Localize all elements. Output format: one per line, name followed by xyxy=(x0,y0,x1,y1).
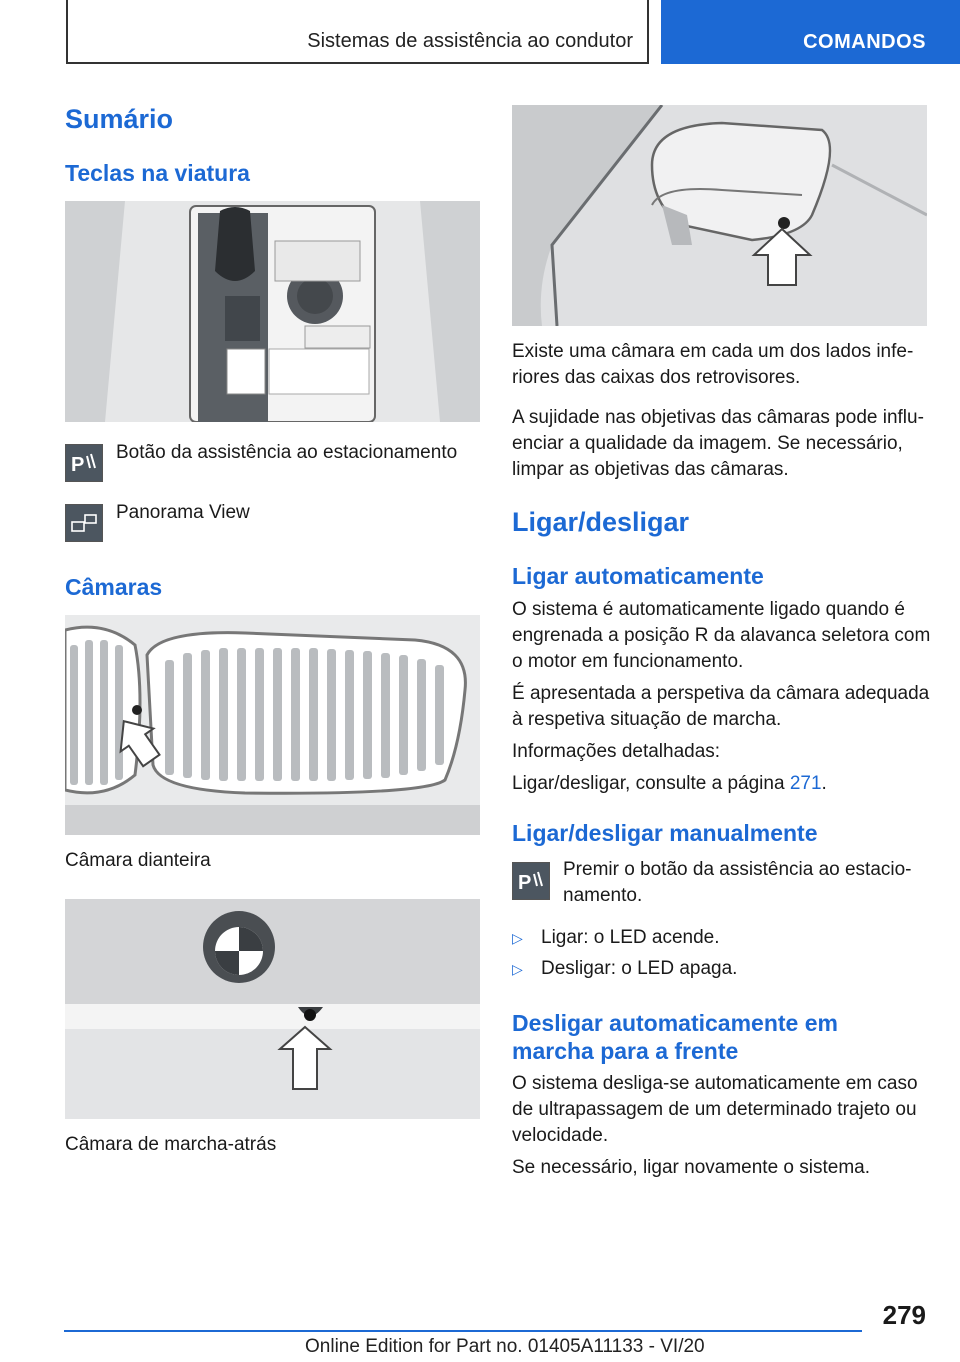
header-section-title: Sistemas de assistência ao condutor xyxy=(307,30,633,52)
forward-text-line-2: de ultrapassagem de um determinado trajeto ou xyxy=(512,1099,917,1120)
bullet-text: Ligar: o LED acende. xyxy=(541,927,720,948)
section-title-switch: Ligar/desligar xyxy=(512,507,690,537)
dirt-text-line-2: enciar a qualidade da imagem. Se necessário, xyxy=(512,433,903,454)
subtitle-manual: Ligar/desligar manualmente xyxy=(512,820,818,846)
side-mirror-camera-image xyxy=(512,105,927,326)
svg-text:P: P xyxy=(71,454,85,476)
header-chapter-title: COMANDOS xyxy=(803,31,926,53)
subtitle-cameras: Câmaras xyxy=(65,574,163,600)
perspective-text-line-1: É apresentada a perspetiva da câmara adequada xyxy=(512,683,930,704)
auto-text-line-1: O sistema é automaticamente ligado quando é xyxy=(512,599,905,620)
dirt-text-line-3: limpar as objetivas das câmaras. xyxy=(512,459,789,480)
dirt-text-line-1: A sujidade nas objetivas das câmaras pode influ- xyxy=(512,407,924,428)
header-section-tab xyxy=(66,0,649,64)
caption-rear-camera: Câmara de marcha-atrás xyxy=(65,1134,277,1155)
manual-text-line-1: Premir o botão da assistência ao estacio- xyxy=(563,859,912,880)
auto-text-line-2: engrenada a posição R da alavanca seletora com xyxy=(512,625,931,646)
mirror-text-line-2: riores das caixas dos retrovisores. xyxy=(512,367,801,388)
icon-label-panorama-view: Panorama View xyxy=(116,502,250,523)
front-camera-image xyxy=(65,615,480,835)
reference-prefix: Ligar/desligar, consulte a página xyxy=(512,773,790,794)
page-title: Sumário xyxy=(65,104,174,134)
perspective-text-line-2: à respetiva situação de marcha. xyxy=(512,709,782,730)
bullet-triangle-icon: ▷ xyxy=(512,961,523,977)
reference-suffix: . xyxy=(821,773,827,794)
bullet-triangle-icon: ▷ xyxy=(512,930,523,946)
forward-text-line-3: velocidade. xyxy=(512,1125,609,1146)
manual-text-line-2: namento. xyxy=(563,885,643,906)
bullet-text: Desligar: o LED apaga. xyxy=(541,958,738,979)
rear-camera-image xyxy=(65,899,480,1119)
svg-text:P: P xyxy=(518,872,532,894)
center-console-image xyxy=(65,201,480,422)
subtitle-keys: Teclas na viatura xyxy=(65,160,250,186)
list-item xyxy=(512,927,892,953)
details-label: Informações detalhadas: xyxy=(512,741,721,762)
panorama-view-icon xyxy=(65,504,103,542)
forward-text-restart: Se necessário, ligar novamente o sistema. xyxy=(512,1157,871,1178)
list-item xyxy=(512,958,892,984)
footer-divider xyxy=(64,1330,862,1332)
page-link[interactable]: 271 xyxy=(789,773,822,794)
mirror-text-line-1: Existe uma câmara em cada um dos lados infe- xyxy=(512,341,914,362)
parking-assist-icon xyxy=(512,862,550,900)
subtitle-forward-line-1: Desligar automaticamente em xyxy=(512,1010,838,1036)
page-number: 279 xyxy=(882,1300,926,1330)
parking-assist-icon xyxy=(65,444,103,482)
header-chapter-tab xyxy=(661,0,960,64)
reference-text xyxy=(512,771,827,797)
edition-text: Online Edition for Part no. 01405A11133 - VI/20 xyxy=(305,1336,705,1357)
subtitle-auto-on: Ligar automaticamente xyxy=(512,563,764,589)
forward-text-line-1: O sistema desliga-se automaticamente em caso xyxy=(512,1073,918,1094)
subtitle-forward-line-2: marcha para a frente xyxy=(512,1038,739,1064)
caption-front-camera: Câmara dianteira xyxy=(65,850,211,871)
auto-text-line-3: o motor em funcionamento. xyxy=(512,651,744,672)
icon-label-parking-assist: Botão da assistência ao estacionamento xyxy=(116,442,458,463)
